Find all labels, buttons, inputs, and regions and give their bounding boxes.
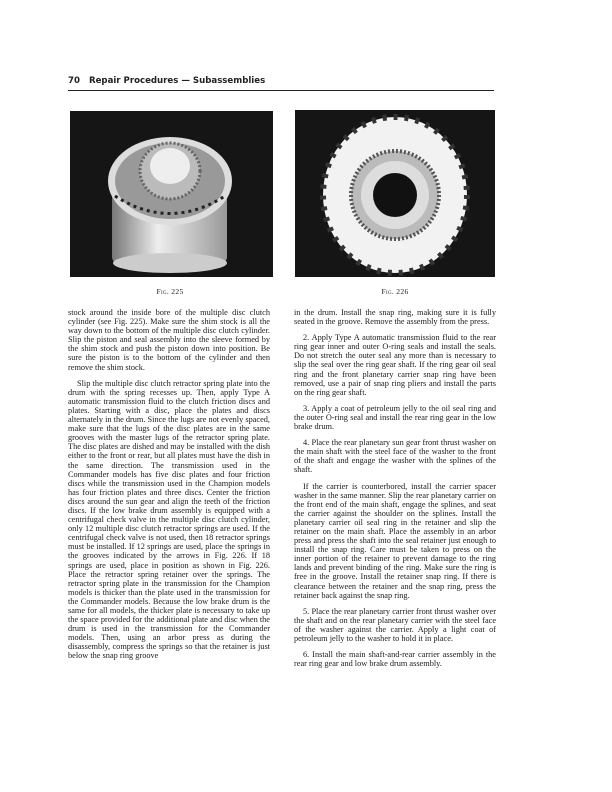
figure-226-photo xyxy=(295,110,495,277)
step-4-paragraph: 4. Place the rear planetary sun gear front thrust washer on the main shaft with the steel face of the washer to the front of the shaft and engage the washer with the splines of the shaft. xyxy=(294,438,496,475)
running-header xyxy=(68,76,265,86)
paragraph: stock around the inside bore of the multiple disc clutch cylinder (see Fig. 225). Make sure the shim stock is all the way down to the bottom of the multiple disc clutch cylinder. Slip the piston and seal assembly into the sleeve formed by the shim stock and push the piston down into position. Be sure the piston is to the bottom of the cylinder and then remove the shim stock. xyxy=(68,308,270,372)
spring-plate-illustration xyxy=(295,110,495,277)
paragraph: Slip the multiple disc clutch retractor spring plate into the drum with the spring recesses up. Then, apply Type A automatic transmission fluid to the clutch friction discs and plates. Starting with a disc, place the plates and discs alternately in the drum. Since the lugs are not evenly spaced, make sure that the lugs of the disc plates are in the same grooves with the master lugs of the retractor spring plate. The disc plates are dished and may be installed with the dish either to the front or rear, but all plates must have the dish in the same direction. The transmission used in the Commander models has five disc plates and four friction discs while the transmission used in the Champion models has four friction plates and three discs. Center the friction discs around the sun gear and align the teeth of the friction discs. If the low brake drum assembly is equipped with a centrifugal check valve in the multiple disc clutch cylinder, only 12 multiple disc clutch retractor springs are used. If the centrifugal check valve is not used, then 18 retractor springs must be installed. If 12 springs are used, place the springs in the grooves indicated by the arrows in Fig. 226. If 18 springs are used, place in position as shown in Fig. 226. Place the retractor spring retainer over the springs. The retractor spring plate in the transmission for the Champion models is thicker than the plate used in the transmission for the Commander models. Because the low brake drum is the same for all models, the thicker plate is necessary to take up the space provided for the additional plate and disc when the drum is used in the transmission for the Commander models. Then, using an arbor press as during the disassembly, compress the springs so that the retainer is just below the snap ring groove xyxy=(68,378,270,661)
step-3-paragraph: 3. Apply a coat of petroleum jelly to the oil seal ring and the outer O-ring seal and install the rear ring gear in the low brake drum. xyxy=(294,403,496,432)
paragraph: If the carrier is counterbored, install the carrier spacer washer in the same manner. Slip the rear planetary carrier on the front end of the main shaft, engage the splines, and seat the carrier against the shoulder on the splines. Install the planetary carrier oil seal ring in the retainer and slip the retainer on the main shaft. Place the assembly in an arbor press and press the shaft into the seal retainer just enough to install the snap ring. Care must be taken to press on the inner portion of the retainer to prevent damage to the ring lands and prevent binding of the ring. Make sure the ring is free in the groove. Install the retainer snap ring. If there is clearance between the retainer and the snap ring, press the retainer back against the snap ring. xyxy=(294,481,496,600)
left-text-column xyxy=(68,308,270,668)
figure-226-caption: Fig. 226 xyxy=(381,287,409,296)
header-rule xyxy=(68,90,494,91)
right-text-column xyxy=(294,308,496,675)
header-title: Repair Procedures — Subassemblies xyxy=(88,76,266,86)
figure-225-caption: Fig. 225 xyxy=(156,287,184,296)
step-5-paragraph: 5. Place the rear planetary carrier front thrust washer over the shaft and on the rear planetary carrier with the steel face of the washer against the carrier. Apply a light coat of petroleum jelly to the washer to hold it in place. xyxy=(294,606,496,643)
step-6-paragraph: 6. Install the main shaft-and-rear carrier assembly in the rear ring gear and low brake drum assembly. xyxy=(294,650,496,669)
figure-225-photo xyxy=(70,111,273,277)
clutch-drum-illustration xyxy=(70,111,273,277)
paragraph: in the drum. Install the snap ring, making sure it is fully seated in the groove. Remove the assembly from the press. xyxy=(294,308,496,327)
step-2-paragraph: 2. Apply Type A automatic transmission fluid to the rear ring gear inner and outer O-ring seals and install the seals. Do not stretch the outer seal any more than is necessary to slip the seal over the ring gear shaft. If the ring gear oil seal ring and the front planetary carrier snap ring have been removed, use a pair of snap ring pliers and install the parts on the ring gear shaft. xyxy=(294,333,496,397)
page-number: 70 xyxy=(68,76,80,86)
